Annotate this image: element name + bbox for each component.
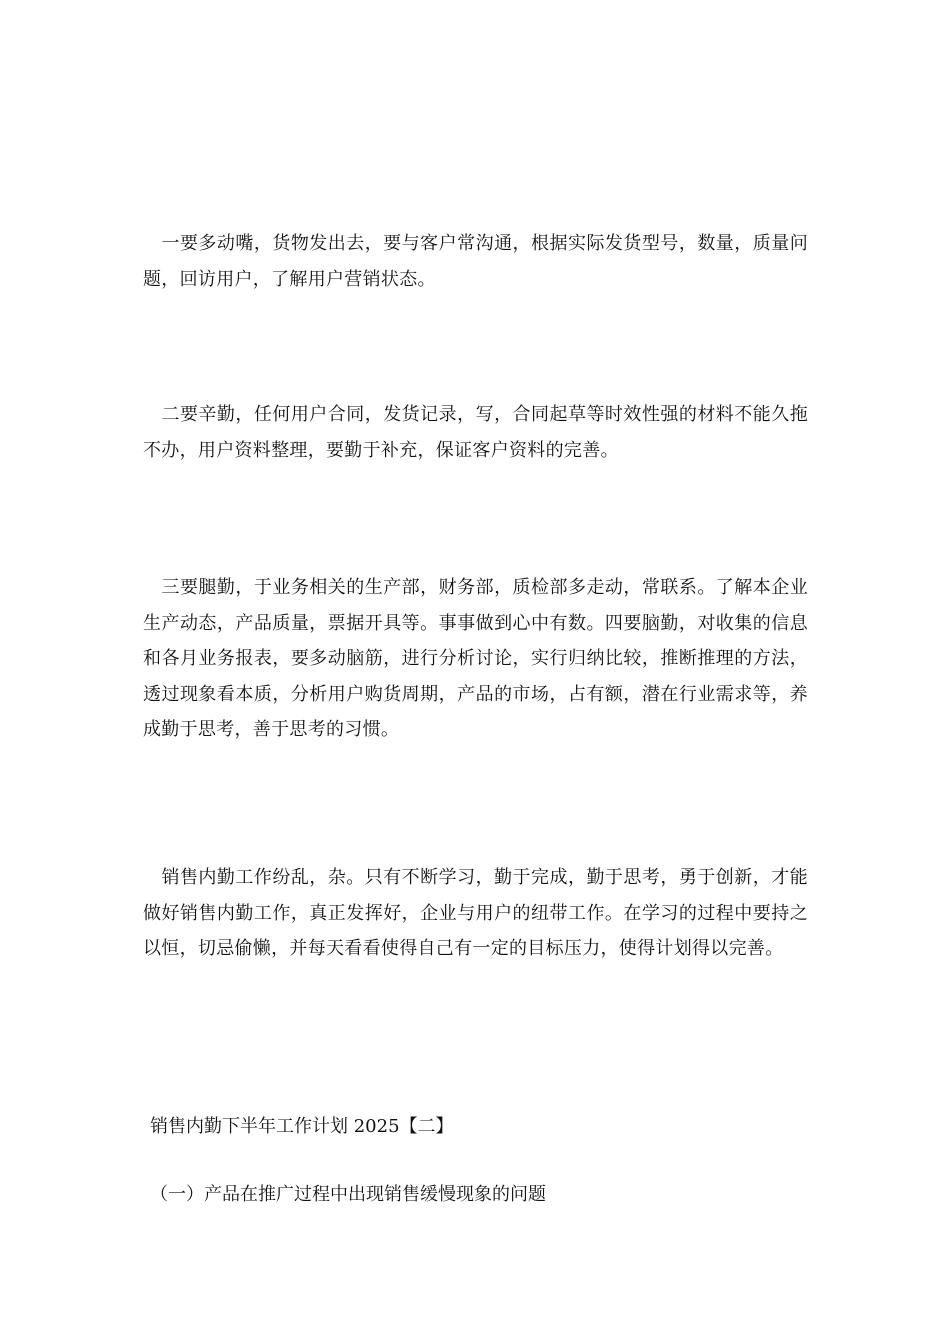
paragraph-3: 三要腿勤，于业务相关的生产部，财务部，质检部多走动，常联系。了解本企业生产动态，产品质量，票据开具等。事事做到心中有数。四要脑勤，对收集的信息和各月业务报表，要多动脑筋，进行分析讨论，实行归纳比较，推断推理的方法，透过现象看本质，分析用户购货周期，产品的市场，占有额，潜在行业需求等，养成勤于思考，善于思考的习惯。 xyxy=(143,577,808,740)
section-title: 销售内勤下半年工作计划 2025【二】 xyxy=(150,1116,454,1137)
subsection-title: （一）产品在推广过程中出现销售缓慢现象的问题 xyxy=(150,1184,546,1205)
paragraph-4: 销售内勤工作纷乱，杂。只有不断学习，勤于完成，勤于思考，勇于创新，才能做好销售内勤工作，真正发挥好，企业与用户的纽带工作。在学习的过程中要持之以恒，切忌偷懒，并每天看看使得自己有一定的目标压力，使得计划得以完善。 xyxy=(143,867,808,959)
paragraph-2: 二要辛勤，任何用户合同，发货记录，写，合同起草等时效性强的材料不能久拖不办，用户资料整理，要勤于补充，保证客户资料的完善。 xyxy=(143,404,808,461)
paragraph-1: 一要多动嘴，货物发出去，要与客户常沟通，根据实际发货型号，数量，质量问题，回访用户，了解用户营销状态。 xyxy=(143,233,808,290)
